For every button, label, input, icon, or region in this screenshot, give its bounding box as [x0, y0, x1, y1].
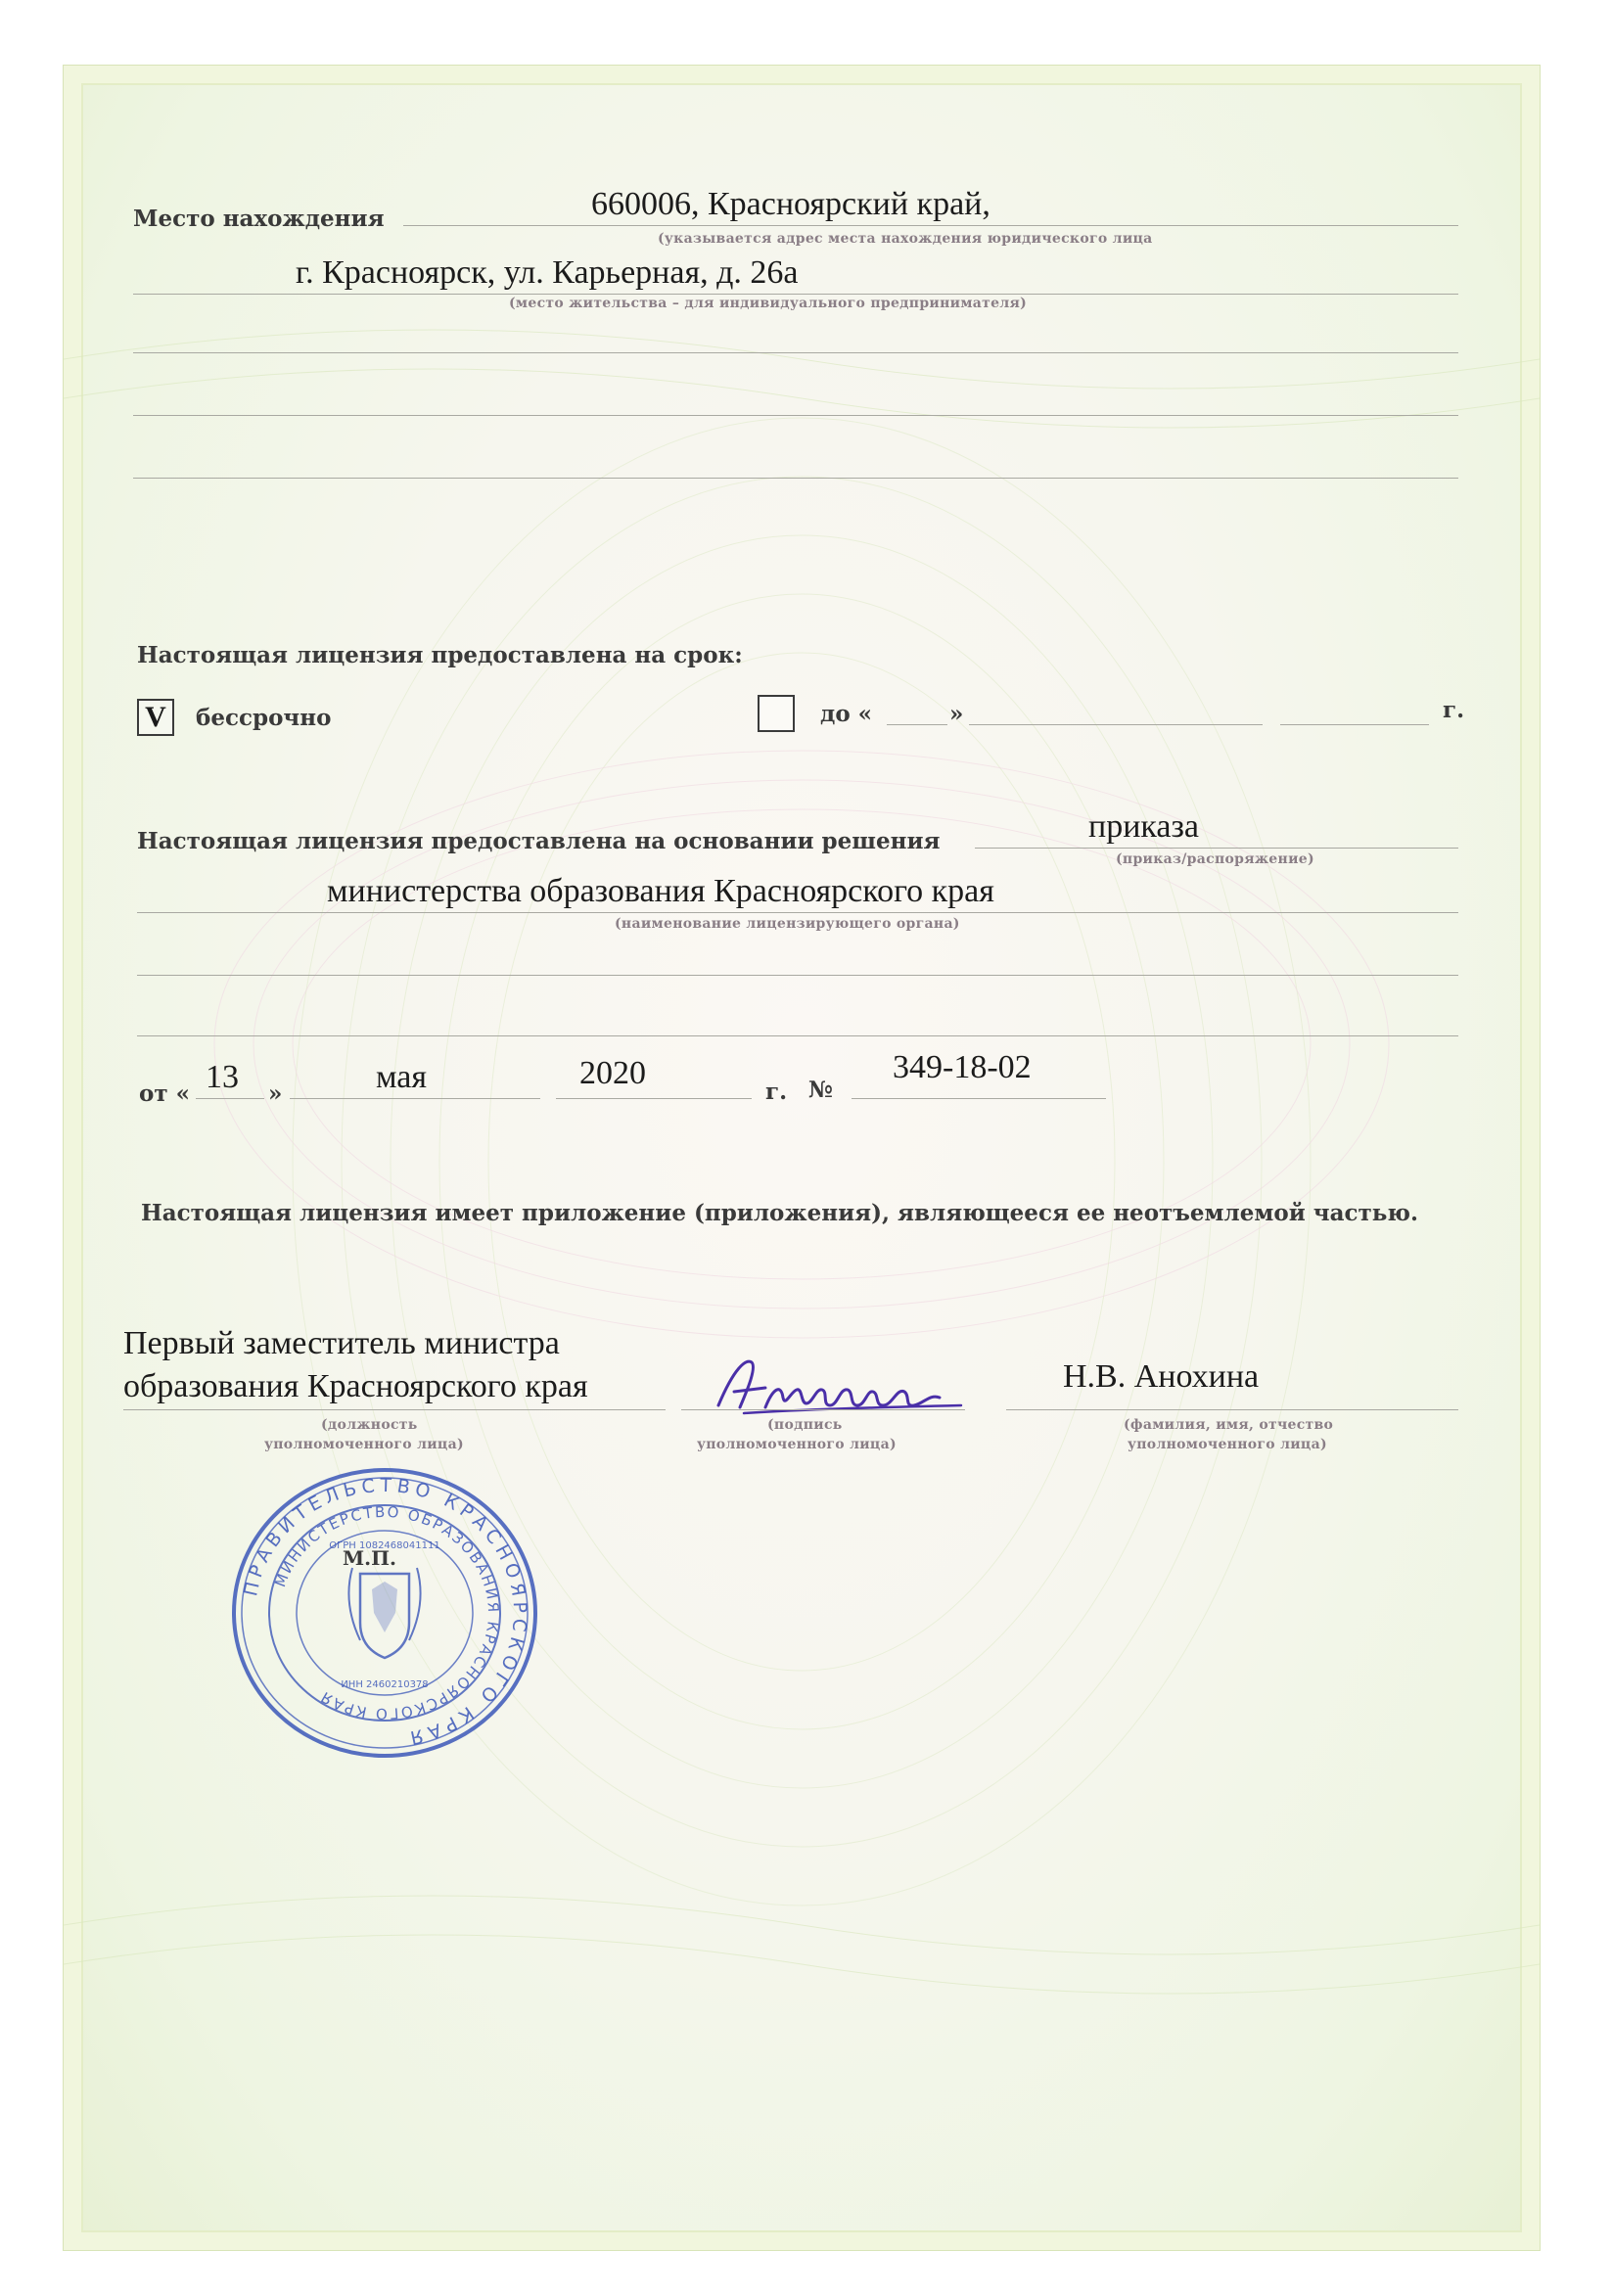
- unlimited-check-mark: V: [145, 701, 166, 733]
- address-line2-rule: [133, 294, 1458, 295]
- signatory-position-line1: Первый заместитель министра: [123, 1325, 560, 1361]
- position-hint-line1: (должность: [321, 1417, 418, 1433]
- decision-year-rule: [556, 1098, 752, 1099]
- address-line1-rule: [403, 225, 1458, 226]
- until-date-checkbox: [758, 695, 795, 732]
- date-prefix: от «: [139, 1080, 190, 1107]
- location-label: Место нахождения: [133, 206, 385, 232]
- decision-month-rule: [290, 1098, 540, 1099]
- address-blank-rule-2: [133, 415, 1458, 416]
- seal-inn-text: ИНН 2460210378: [341, 1679, 429, 1690]
- basis-label: Настоящая лицензия предоставлена на основании решения: [137, 828, 941, 854]
- address-blank-rule-3: [133, 478, 1458, 479]
- position-hint-line2: уполномоченного лица): [264, 1437, 464, 1452]
- decision-type: приказа: [1088, 808, 1200, 845]
- decision-month: мая: [376, 1059, 428, 1095]
- name-rule: [1006, 1409, 1458, 1410]
- license-sheet: [63, 65, 1541, 2251]
- term-label: Настоящая лицензия предоставлена на срок:: [137, 642, 743, 668]
- decision-day-rule: [196, 1098, 264, 1099]
- address-blank-rule-1: [133, 352, 1458, 353]
- until-day-rule: [887, 724, 947, 725]
- decision-year: 2020: [579, 1055, 646, 1091]
- decision-number: 349-18-02: [893, 1049, 1032, 1085]
- decision-type-hint: (приказ/распоряжение): [1116, 851, 1314, 867]
- coat-of-arms-icon: [348, 1568, 420, 1658]
- licensing-authority: министерства образования Красноярского края: [327, 873, 994, 909]
- until-close-quote: »: [949, 701, 964, 727]
- until-month-rule: [969, 724, 1263, 725]
- basis-blank-rule-1: [137, 975, 1458, 976]
- appendix-note: Настоящая лицензия имеет приложение (приложения), являющееся ее неотъемлемой частью.: [141, 1200, 1418, 1226]
- seal-ogrn-text: ОГРН 1082468041111: [329, 1540, 440, 1551]
- date-close-quote: »: [268, 1080, 283, 1107]
- decision-day: 13: [206, 1059, 239, 1095]
- authority-hint: (наименование лицензирующего органа): [615, 916, 960, 932]
- decision-year-suffix: г.: [765, 1079, 788, 1105]
- name-hint-line2: уполномоченного лица): [1128, 1437, 1327, 1452]
- address-line2: г. Красноярск, ул. Карьерная, д. 26а: [296, 254, 799, 291]
- name-hint-line1: (фамилия, имя, отчество: [1124, 1417, 1334, 1433]
- seal-outer-text: ПРАВИТЕЛЬСТВО КРАСНОЯРСКОГО КРАЯ: [240, 1474, 531, 1750]
- signatory-name: Н.В. Анохина: [1063, 1358, 1260, 1395]
- unlimited-checkbox: [137, 699, 174, 736]
- signature-hint-line1: (подпись: [767, 1417, 843, 1433]
- decision-type-rule: [975, 848, 1458, 849]
- signature-rule: [681, 1409, 965, 1410]
- unlimited-label: бессрочно: [196, 705, 332, 731]
- number-sign: №: [808, 1077, 833, 1103]
- seal-place-label: М.П.: [343, 1546, 396, 1570]
- guilloche-background: [64, 66, 1540, 2250]
- decision-number-rule: [852, 1098, 1106, 1099]
- seal-inner-text: МИНИСТЕРСТВО ОБРАЗОВАНИЯ КРАСНОЯРСКОГО КРАЯ: [271, 1502, 503, 1723]
- address-individual-hint: (место жительства – для индивидуального предпринимателя): [509, 296, 1028, 311]
- authority-rule: [137, 912, 1458, 913]
- official-seal: [223, 1466, 546, 1760]
- signature-hint-line2: уполномоченного лица): [697, 1437, 897, 1452]
- until-label: до «: [820, 701, 873, 727]
- position-rule: [123, 1409, 666, 1410]
- basis-blank-rule-2: [137, 1035, 1458, 1036]
- address-line1: 660006, Красноярский край,: [591, 186, 990, 222]
- signatory-position-line2: образования Красноярского края: [123, 1368, 588, 1404]
- address-legal-hint: (указывается адрес места нахождения юридического лица: [658, 231, 1153, 247]
- until-year-rule: [1280, 724, 1429, 725]
- until-year-suffix: г.: [1443, 697, 1465, 723]
